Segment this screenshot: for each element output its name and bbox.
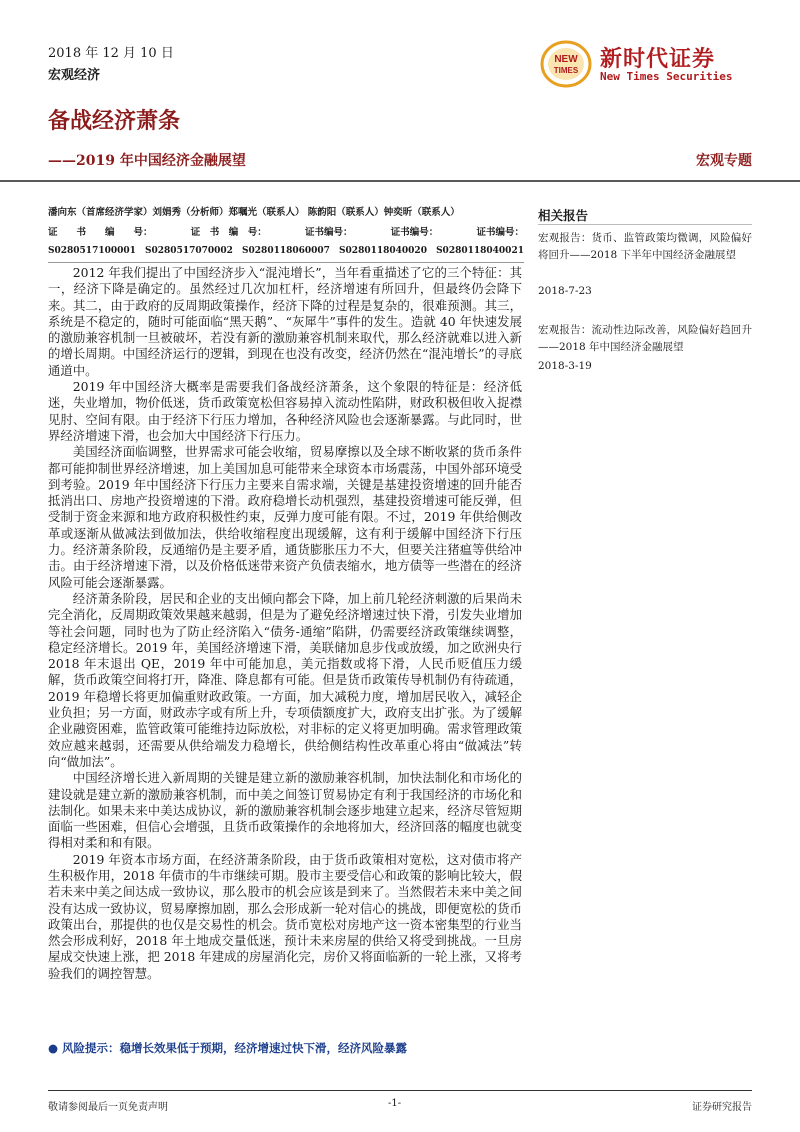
cert-number: S0280118060007 [242, 246, 330, 256]
related-report-item[interactable]: 宏观报告：货币、监管政策均微调，风险偏好将回升——2018 下半年中国经济金融展望 [538, 232, 752, 261]
footer-divider [48, 1090, 752, 1091]
logo-english-name: New Times Securities [600, 70, 733, 83]
footer-disclaimer: 敬请参阅最后一页免责声明 [48, 1102, 168, 1113]
related-report-date: 2018-7-23 [538, 285, 592, 297]
cert-label: 证书编号： [304, 227, 353, 238]
cert-label: 证 书 编 号： [190, 227, 267, 238]
author-divider [48, 262, 524, 263]
cert-label: 证 书 编 号： [48, 227, 153, 238]
page-number: -1- [388, 1098, 402, 1109]
risk-label: 风险提示： [62, 1041, 120, 1055]
risk-warning [48, 1040, 407, 1056]
report-subtitle: ——2019 年中国经济金融展望 [48, 153, 246, 169]
cert-number: S0280517070002 [145, 246, 233, 256]
footer-report-type: 证券研究报告 [692, 1102, 752, 1113]
body-paragraph: 美国经济面临调整，世界需求可能会收缩，贸易摩擦以及全球不断收紧的货币条件都可能抑制世界经济增速，加上美国加息可能带来全球资本市场震荡，中国外部环境受到考验。2019 年中国经济下行压力主要来自需求端，关键是基建投资增速的回升能否抵消出口、房地产投资增速的下滑。政府稳增长动机强烈，基建投资增速可能反弹，但受制于资金来源和地方政府积极性约束，反弹力度可能有限。不过，2019 年供给侧改革或逐渐从做减法到做加法，供给收缩程度出现缓解，这有利于缓解中国经济下行压力。经济萧条阶段，反通缩仍是主要矛盾，通货膨胀压力不大，但要关注猪瘟等供给冲击。由于经济增速下滑，以及价格低迷带来资产负债表缩水，地方债等一些潜在的经济风险可能会逐渐暴露。 [48, 444, 522, 590]
body-paragraph: 2019 年中国经济大概率是需要我们备战经济萧条，这个象限的特征是：经济低迷，失业增加，物价低迷，货币政策宽松但容易掉入流动性陷阱，财政积极但收入捉襟见肘、空间有限。由于经济下行压力增加，各种经济风险也会逐渐暴露。与此同时，世界经济增速下滑，也会加大中国经济下行压力。 [48, 379, 522, 443]
related-reports-divider [538, 224, 752, 225]
report-section: 宏观经济 [48, 68, 101, 83]
body-paragraph: 2019 年资本市场方面，在经济萧条阶段，由于货币政策相对宽松，这对债市将产生积极作用，2018 年债市的牛市继续可期。股市主要受信心和政策的影响比较大，假若未来中美之间达成一致协议，那么股市的机会应该是到来了。当然假若未来中美之间没有达成一致协议，贸易摩擦加剧，那么会形成新一轮对信心的挑战，即便宽松的货币政策出台，那提供的也仅是交易性的机会。货币宽松对房地产这一资本密集型的行业当然会形成利好，2018 年土地成交量低迷，预计未来房屋的供给又将受到挑战。一旦房屋成交快速上涨，把 2018 年建成的房屋消化完，房价又将面临新的一轮上涨，又将考验我们的调控智慧。 [48, 851, 522, 981]
cert-number: S0280118040021 [436, 246, 524, 256]
cert-number: S0280517100001 [48, 246, 136, 256]
new-times-logo-icon [540, 40, 592, 88]
author-list: 潘向东（首席经济学家）刘娟秀（分析师）郑嘱光（联系人） 陈韵阳（联系人）钟奕昕（联系人） [48, 207, 460, 218]
bullet-icon: ● [48, 1041, 59, 1055]
svg-text:TIMES: TIMES [553, 66, 579, 75]
related-report-date: 2018-3-19 [538, 360, 592, 372]
related-report-item[interactable]: 宏观报告：流动性边际改善，风险偏好趋回升——2018 年中国经济金融展望 [538, 324, 752, 353]
report-date: 2018 年 12 月 10 日 [48, 46, 174, 61]
body-paragraph: 经济萧条阶段，居民和企业的支出倾向都会下降，加上前几轮经济刺激的后果尚未完全消化，反周期政策效果越来越弱，但是为了避免经济增速过快下滑，引发失业增加等社会问题，同时也为了防止经济陷入“债务-通缩”陷阱，仍需要经济政策继续调整，稳定经济增长。2019 年，美国经济增速下滑，美联储加息步伐或放缓，加之欧洲央行 2018 年末退出 QE，2019 年中可能加息，美元指数或将下滑，人民币贬值压力缓解，货币政策空间将打开，降准、降息都有可能。但是货币政策传导机制仍有待疏通，2019 年稳增长将更加偏重财政政策。一方面，加大减税力度，增加居民收入，减轻企业负担；另一方面，财政赤字或有所上升，专项债额度扩大，政府支出扩张。为了缓解企业融资困难，监管政策可能维持边际放松，对非标的定义将更加明确。需求管理政策效应越来越弱，还需要从供给端发力稳增长，供给侧结构性改革重心将由“做减法”转向“做加法”。 [48, 590, 522, 769]
company-logo [540, 40, 752, 88]
header-divider [0, 180, 800, 182]
report-tag: 宏观专题 [696, 153, 752, 169]
svg-text:NEW: NEW [554, 54, 578, 65]
report-title: 备战经济萧条 [48, 109, 181, 134]
cert-number: S0280118040020 [339, 246, 427, 256]
logo-chinese-name: 新时代证券 [600, 47, 716, 72]
cert-label: 证书编号： [476, 227, 524, 238]
body-paragraph: 中国经济增长进入新周期的关键是建立新的激励兼容机制，加快法制化和市场化的建设就是建立新的激励兼容机制，而中美之间签订贸易协定有利于我国经济的市场化和法制化。如果未来中美达成协议，新的激励兼容机制会逐步地建立起来，经济尽管短期面临一些困难，但信心会增强，且货币政策操作的余地将加大，经济回落的幅度也就变得相对柔和和有限。 [48, 770, 522, 851]
report-body [48, 265, 522, 982]
cert-label: 证书编号： [390, 227, 439, 238]
related-reports-title: 相关报告 [538, 208, 589, 223]
risk-text: 稳增长效果低于预期，经济增速过快下滑，经济风险暴露 [119, 1041, 408, 1055]
certificate-numbers [48, 246, 524, 256]
certificate-labels [48, 224, 524, 238]
body-paragraph: 2012 年我们提出了中国经济步入“混沌增长”，当年看重描述了它的三个特征：其一，经济下降是确定的。虽然经过几次加杠杆，经济增速有所回升，但最终仍会降下来。其二，由于政府的反周期政策操作，经济下降的过程是复杂的，很难预测。其三，系统是不稳定的，随时可能面临“黑天鹅”、“灰犀牛”事件的发生。造就 40 年快速发展的激励兼容机制一旦被破坏，若没有新的激励兼容机制来取代，那么经济就难以进入新的增长周期。中国经济运行的逻辑，到现在也没有改变，经济仍然在“混沌增长”的寻底通道中。 [48, 265, 522, 378]
